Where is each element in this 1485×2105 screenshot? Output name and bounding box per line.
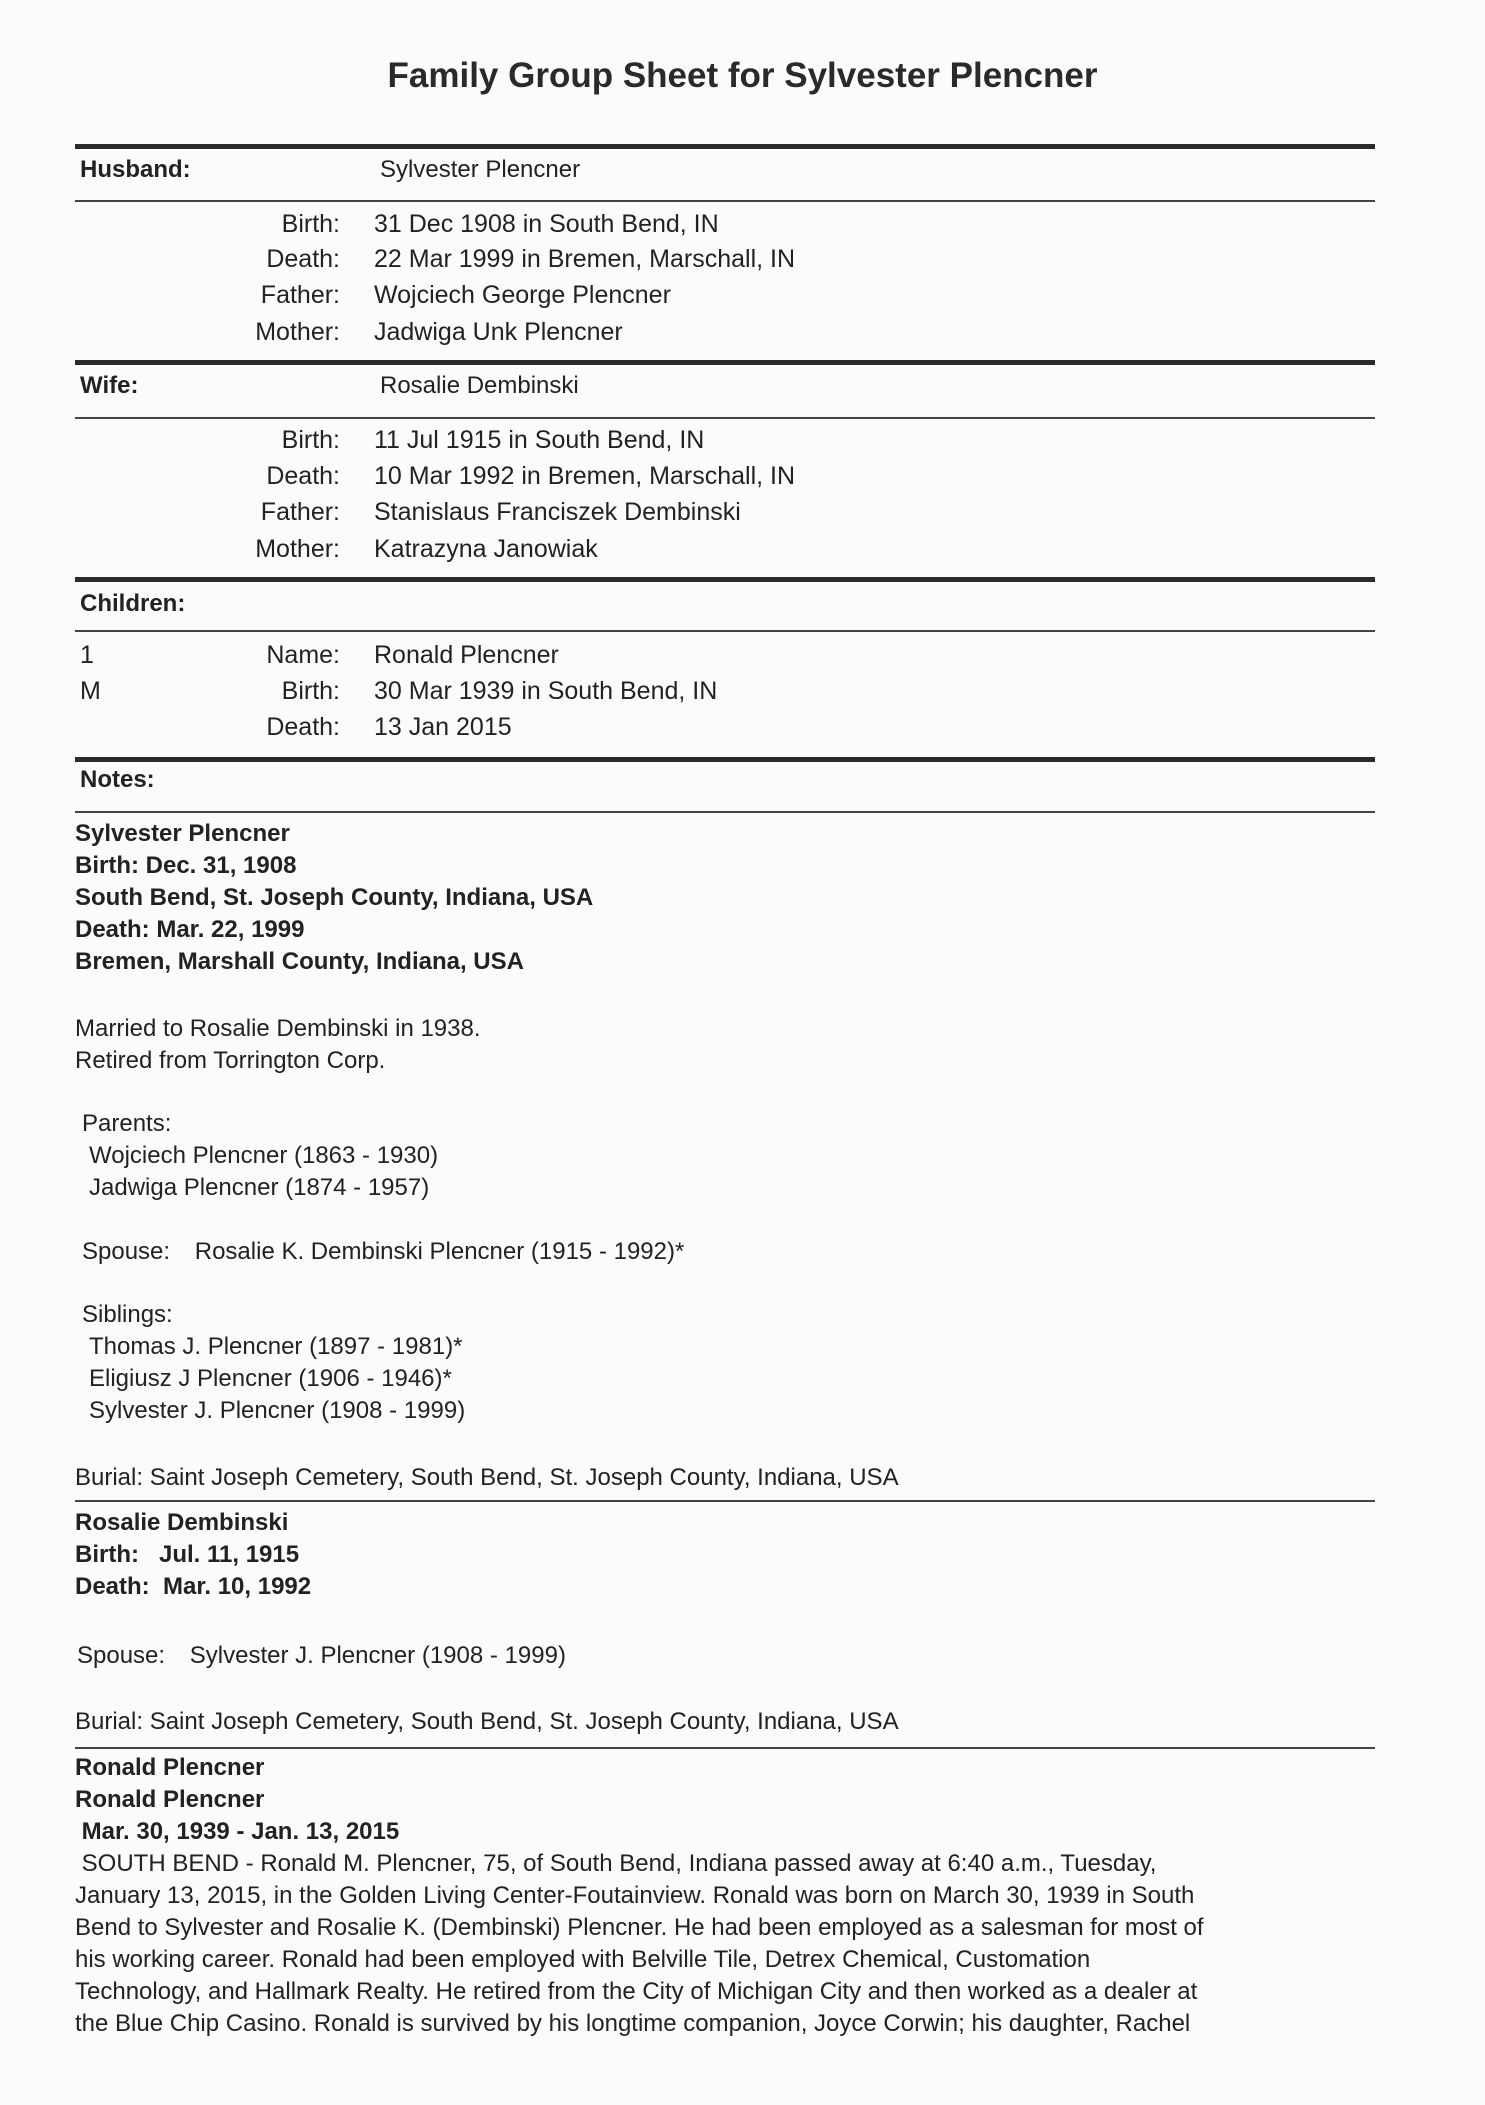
rosalie-burial: [75, 1706, 1375, 1738]
wife-label: Wife:: [80, 372, 139, 399]
section-divider: [75, 757, 1375, 762]
siblings-label: Siblings:: [82, 1301, 173, 1328]
child-name-label: Name:: [266, 641, 340, 669]
parent-entry: Jadwiga Plencner (1874 - 1957): [89, 1174, 430, 1201]
section-underline: [75, 811, 1375, 813]
wife-name: Rosalie Dembinski: [380, 372, 579, 399]
child-death-label: Death:: [266, 713, 340, 741]
note-heading-line: Rosalie Dembinski: [75, 1509, 289, 1536]
sibling-entry: Sylvester J. Plencner (1908 - 1999): [89, 1397, 466, 1424]
section-divider: [75, 144, 1375, 149]
child-birth-value: 30 Mar 1939 in South Bend, IN: [374, 677, 718, 705]
husband-name: Sylvester Plencner: [380, 156, 581, 183]
note-heading-line: Mar. 30, 1939 - Jan. 13, 2015: [75, 1818, 400, 1845]
obituary-line: Bend to Sylvester and Rosalie K. (Dembinski) Plencner. He had been employed as a salesman for most of: [75, 1914, 1204, 1941]
wife-death-value: 10 Mar 1992 in Bremen, Marschall, IN: [374, 462, 796, 490]
husband-death-value: 22 Mar 1999 in Bremen, Marschall, IN: [374, 245, 796, 273]
note-heading-line: Ronald Plencner: [75, 1786, 265, 1813]
husband-mother-label: Mother:: [255, 318, 340, 346]
spouse-value: Sylvester J. Plencner (1908 - 1999): [189, 1642, 566, 1669]
note-heading-line: Ronald Plencner: [75, 1754, 265, 1781]
wife-mother-label: Mother:: [255, 535, 340, 563]
note-heading-line: Sylvester Plencner: [75, 820, 290, 847]
burial-text: Burial: Saint Joseph Cemetery, South Bend, St. Joseph County, Indiana, USA: [75, 1708, 899, 1735]
child-death-value: 13 Jan 2015: [374, 713, 512, 741]
husband-mother-value: Jadwiga Unk Plencner: [374, 318, 623, 346]
note-heading-line: Bremen, Marshall County, Indiana, USA: [75, 948, 524, 975]
ronald-notes: [75, 1752, 1375, 2040]
child-number: 1: [80, 641, 94, 669]
child-sex: M: [80, 677, 101, 705]
husband-father-value: Wojciech George Plencner: [374, 281, 671, 309]
wife-death-label: Death:: [266, 462, 340, 490]
wife-birth-label: Birth:: [281, 426, 340, 454]
sibling-entry: Thomas J. Plencner (1897 - 1981)*: [89, 1333, 463, 1360]
section-underline: [75, 417, 1375, 419]
husband-death-label: Death:: [266, 245, 340, 273]
note-heading-line: Death: Mar. 10, 1992: [75, 1573, 312, 1600]
husband-birth-value: 31 Dec 1908 in South Bend, IN: [374, 210, 719, 238]
notes-label: Notes:: [80, 766, 155, 793]
rosalie-spouse: [77, 1640, 1377, 1672]
child-name-value: Ronald Plencner: [374, 641, 559, 669]
child-birth-label: Birth:: [281, 677, 340, 705]
parent-entry: Wojciech Plencner (1863 - 1930): [89, 1142, 439, 1169]
parents-label: Parents:: [82, 1110, 172, 1137]
notes-divider: [75, 1500, 1375, 1502]
obituary-line: the Blue Chip Casino. Ronald is survived by his longtime companion, Joyce Corwin; his daughter, Rachel: [75, 2010, 1191, 2037]
sylvester-burial: [75, 1462, 1375, 1494]
obituary-line: January 13, 2015, in the Golden Living Center-Foutainview. Ronald was born on March 30, 1939 in South: [75, 1882, 1195, 1909]
sibling-entry: Eligiusz J Plencner (1906 - 1946)*: [89, 1365, 452, 1392]
married-text: Married to Rosalie Dembinski in 1938.: [75, 1015, 481, 1042]
note-heading-line: South Bend, St. Joseph County, Indiana, USA: [75, 884, 594, 911]
spouse-label: Spouse:: [82, 1238, 171, 1265]
note-heading-line: Death: Mar. 22, 1999: [75, 916, 305, 943]
section-underline: [75, 630, 1375, 632]
spouse-value: Rosalie K. Dembinski Plencner (1915 - 1992)*: [194, 1238, 685, 1265]
obituary-line: his working career. Ronald had been employed with Belville Tile, Detrex Chemical, Customation: [75, 1946, 1091, 1973]
sylvester-marriage: [75, 1013, 1375, 1077]
wife-father-label: Father:: [260, 498, 340, 526]
burial-text: Burial: Saint Joseph Cemetery, South Bend, St. Joseph County, Indiana, USA: [75, 1464, 899, 1491]
wife-birth-value: 11 Jul 1915 in South Bend, IN: [374, 426, 705, 454]
notes-divider: [75, 1747, 1375, 1749]
section-underline: [75, 200, 1375, 202]
obituary-line: SOUTH BEND - Ronald M. Plencner, 75, of South Bend, Indiana passed away at 6:40 a.m., Tuesday,: [75, 1850, 1157, 1877]
section-divider: [75, 577, 1375, 582]
retired-text: Retired from Torrington Corp.: [75, 1047, 386, 1074]
sylvester-siblings: [82, 1299, 1382, 1427]
wife-father-value: Stanislaus Franciszek Dembinski: [374, 498, 741, 526]
sylvester-spouse: [82, 1236, 1382, 1268]
spouse-label: Spouse:: [77, 1642, 166, 1669]
sylvester-parents: [82, 1108, 1382, 1204]
obituary-line: Technology, and Hallmark Realty. He retired from the City of Michigan City and then worked as a dealer at: [75, 1978, 1198, 2005]
page-title: Family Group Sheet for Sylvester Plencner: [387, 56, 1098, 95]
note-heading-line: Birth: Jul. 11, 1915: [75, 1541, 300, 1568]
husband-label: Husband:: [80, 156, 191, 183]
sylvester-notes: [75, 818, 1375, 978]
note-heading-line: Birth: Dec. 31, 1908: [75, 852, 297, 879]
section-divider: [75, 360, 1375, 365]
husband-father-label: Father:: [260, 281, 340, 309]
children-label: Children:: [80, 590, 186, 617]
rosalie-notes: [75, 1507, 1375, 1603]
husband-birth-label: Birth:: [281, 210, 340, 238]
wife-mother-value: Katrazyna Janowiak: [374, 535, 598, 563]
